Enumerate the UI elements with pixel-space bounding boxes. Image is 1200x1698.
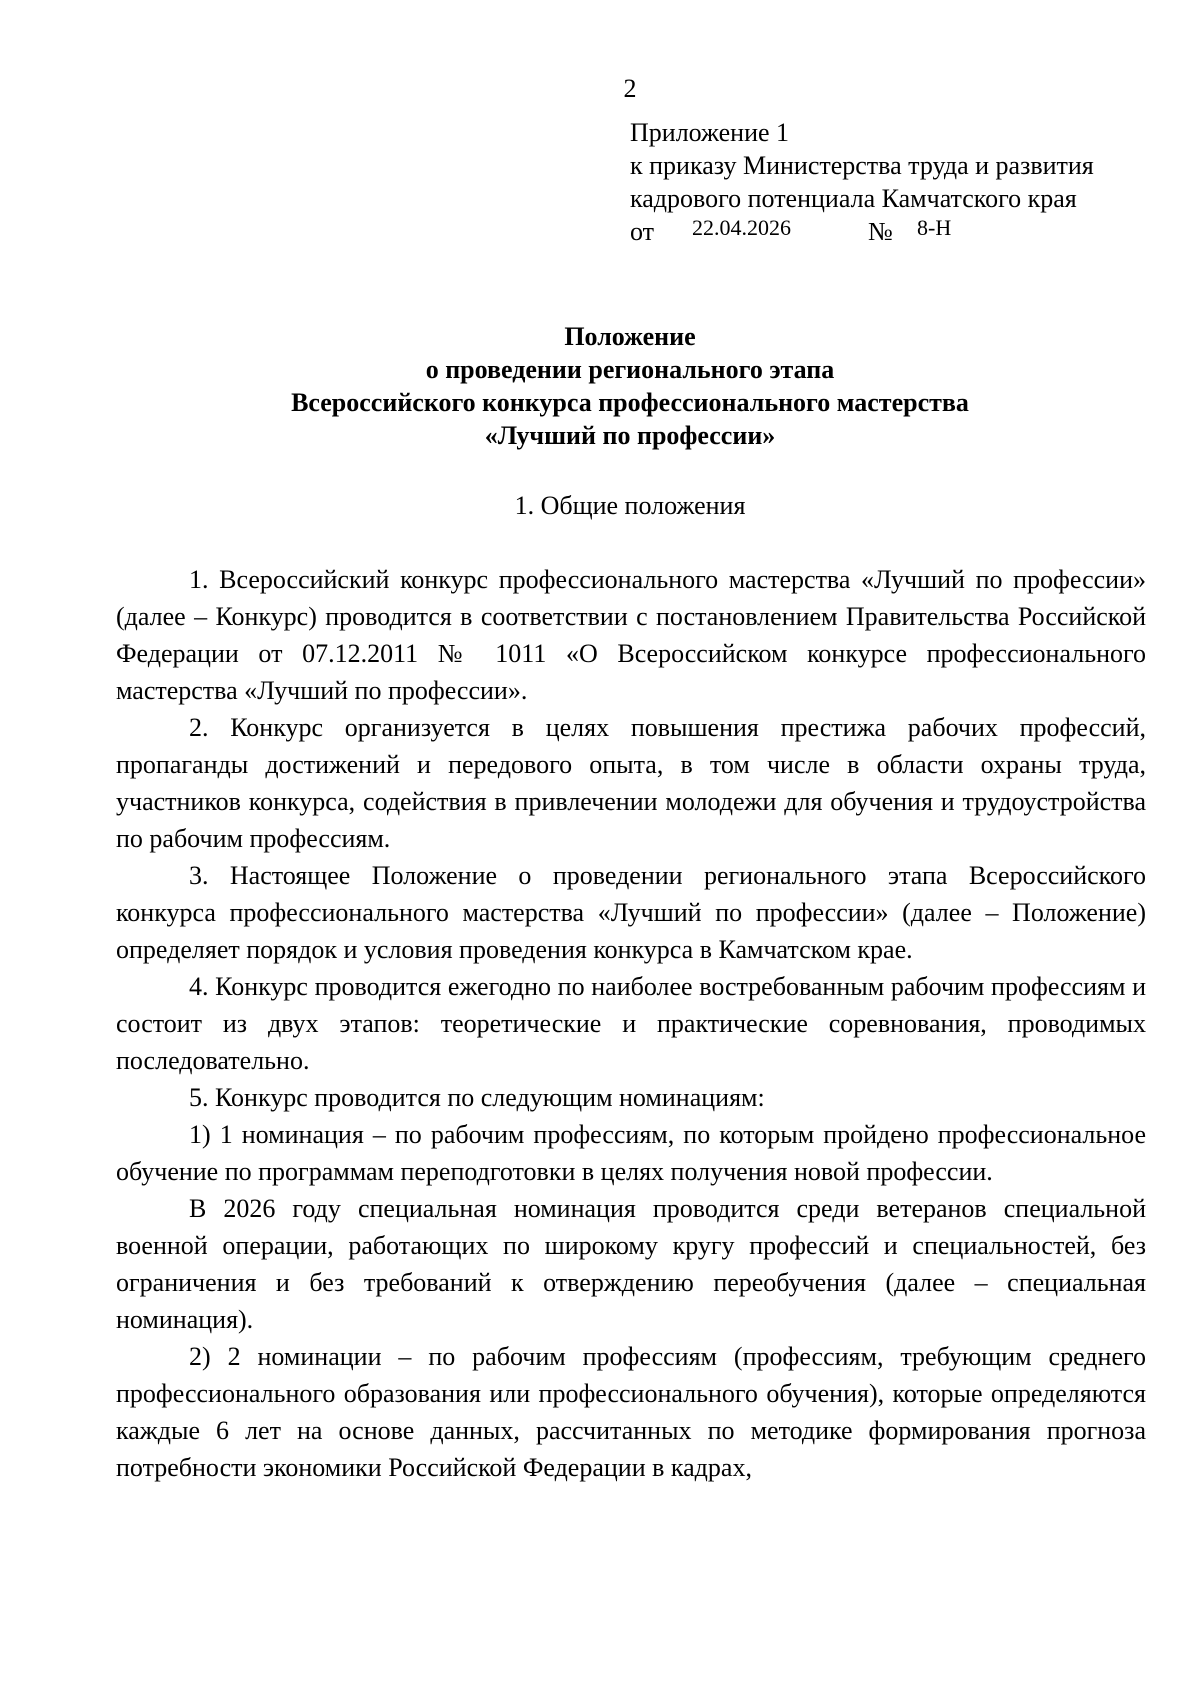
order-number: 8-Н bbox=[917, 215, 952, 240]
title-line-3: Всероссийского конкурса профессионального мастерства bbox=[291, 388, 969, 417]
appendix-block bbox=[630, 116, 1170, 248]
paragraph: 2) 2 номинации – по рабочим профессиям (профессиям, требующим среднего профессионального образования или профессионального обучения), которые определяются каждые 6 лет на основе данных, рассчитанных по методике формирования прогноза потребности экономики Российской Федерации в кадрах, bbox=[116, 1342, 1146, 1482]
paragraph: 5. Конкурс проводится по следующим номинациям: bbox=[189, 1083, 765, 1112]
paragraph: В 2026 году специальная номинация проводится среди ветеранов специальной военной операции, работающих по широкому кругу профессий и специальностей, без ограничения и без требований к отверждению переобучения (далее – специальная номинация). bbox=[116, 1194, 1146, 1334]
appendix-ministry: кадрового потенциала Камчатского края bbox=[630, 184, 1077, 213]
title-line-1: Положение bbox=[564, 322, 696, 351]
appendix-order-ref: к приказу Министерства труда и развития bbox=[630, 151, 1094, 180]
paragraph: 4. Конкурс проводится ежегодно по наиболее востребованным рабочим профессиям и состоит из двух этапов: теоретические и практические соревнования, проводимых последовательно. bbox=[116, 972, 1146, 1075]
body-text bbox=[116, 561, 1146, 1486]
order-details bbox=[630, 215, 1170, 248]
paragraph: 1. Всероссийский конкурс профессионального мастерства «Лучший по профессии» (далее – Конкурс) проводится в соответствии с постановлением Правительства Российской Федерации от 07.12.2011 № 1011 «О Всероссийском конкурсе профессионального мастерства «Лучший по профессии». bbox=[116, 565, 1146, 705]
paragraph: 2. Конкурс организуется в целях повышения престижа рабочих профессий, пропаганды достижений и передового опыта, в том числе в области охраны труда, участников конкурса, содействия в привлечении молодежи для обучения и трудоустройства по рабочим профессиям. bbox=[116, 713, 1146, 853]
page-number: 2 bbox=[623, 74, 637, 103]
order-date: 22.04.2026 bbox=[692, 215, 791, 240]
document-title bbox=[100, 320, 1160, 452]
paragraph: 1) 1 номинация – по рабочим профессиям, по которым пройдено профессиональное обучение по программам переподготовки в целях получения новой профессии. bbox=[116, 1120, 1146, 1186]
section-heading: 1. Общие положения bbox=[514, 491, 746, 520]
order-number-sign: № bbox=[868, 217, 893, 246]
order-from-label: от bbox=[630, 217, 655, 246]
paragraph: 3. Настоящее Положение о проведении регионального этапа Всероссийского конкурса профессионального мастерства «Лучший по профессии» (далее – Положение) определяет порядок и условия проведения конкурса в Камчатском крае. bbox=[116, 861, 1146, 964]
title-line-2: о проведении регионального этапа bbox=[425, 355, 835, 384]
appendix-title: Приложение 1 bbox=[630, 118, 790, 147]
title-line-4: «Лучший по профессии» bbox=[484, 421, 776, 450]
